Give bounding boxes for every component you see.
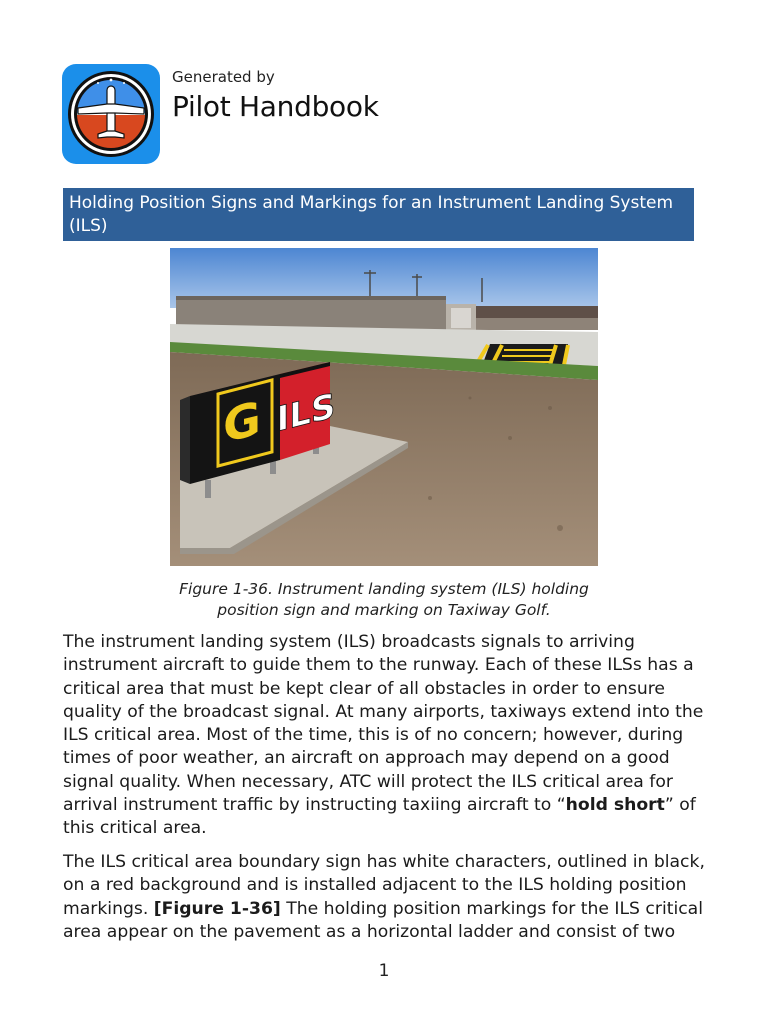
figure-caption [120,579,648,621]
sign-taxiway-letter: G [223,391,261,455]
p1-end: ” of this critical area. [63,795,696,839]
caption-line-1: Figure 1-36. Instrument landing system (ILS) holding [179,580,589,598]
caption-line-2: position sign and marking on Taxiway Golf. [217,601,551,619]
p2-end: The holding position markings for the ILS critical area appear on the pavement as a horizontal ladder and consist of two [63,898,703,942]
app-header [62,64,662,164]
app-name: Pilot Handbook [172,90,379,123]
generated-by-label: Generated by [172,68,275,86]
sign-ils-text: ILS [276,386,336,441]
body-paragraph-1 [63,631,711,841]
figure-photo [170,248,598,566]
page-number: 1 [378,961,390,981]
figure-reference: [Figure 1-36] [153,898,281,919]
p2-start: The ILS critical area boundary sign has white characters, outlined in black, on a red background and is installed adjacent to the ILS holding position markings. [63,852,705,919]
p1-text: The instrument landing system (ILS) broadcasts signals to arriving instrument aircraft to guide them to the runway. Each of these ILSs has a critical area that must be kept clear of all obstacles in order to ensure quality of the broadcast signal. At many airports, taxiways extend into the ILS critical area. Most of the time, this is of no concern; however, during times of poor weather, an aircraft on approach may depend on a good signal quality. When necessary, ATC will protect the ILS critical area for arrival instrument traffic by instructing taxiing aircraft to “ [63,632,704,816]
section-heading: Holding Position Signs and Markings for an Instrument Landing System (ILS) [63,188,694,241]
body-paragraph-2 [63,851,711,944]
pilot-handbook-airplane-icon [62,64,160,164]
hold-short-emphasis: hold short [565,795,665,816]
